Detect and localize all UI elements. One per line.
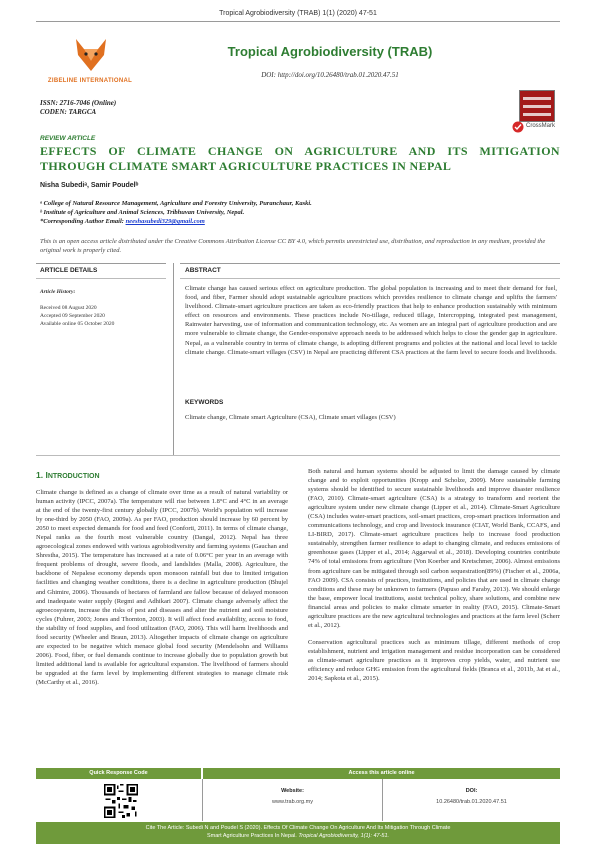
corresponding-email-link[interactable]: neeshasubedi329@gmail.com [125, 218, 205, 225]
intro-right-paragraph-1: Both natural and human systems should be adjusted to limit the damage caused by climate change and to exploit opportunities (Kropp and Scholze, 2009). More sustainable farming systems should be identified to secure sustainable livelihoods and improve disaster resilience (FAO, 2010). Climate-smart agriculture (CSA) is a strategy to transform and reorient the agriculture system under new climate change (Lipper et al., 2014). Climate-Smart Agriculture (CSA) includes water-smart practices, soil-smart practices, crop-smart practices information and communications technology, and crop and livestock insurance (CIAT, World Bank, CCAFS, and LI-BIRD, 2017). Climate-smart agriculture practices help to increase food production sustainably, strengthen farmer resilience to adapt to changing climate, and reduces emissions of greenhouse gases (Lipper et al., 2014; Aggarwal et al., 2018). Developing countries contribute 74% of total emissions from agriculture (Von Koerber and Kretschmer, 2006). Almost emissions from agriculture can be mitigated through soil carbon sequestration(89%) (Fischer et al., 2006a, FAO 2009). CSA consists of practices, institutions, and policies that are used in climate change conditions and these may be unknown to farmers (Papuso and Faraby, 2013). We should enlarge the base, empower local institutions, assist technical policy, share solutions, and combine new financial areas and policies to make climate smarter in reality (FAO, 2015). Climate-Smart agriculture practices are the new agricultural technologies and practices at the farm level (Scherr et al., 2012). [308, 468, 560, 629]
affiliation-b: ᵇ Institute of Agriculture and Animal Sciences, Tribhuvan University, Nepal. [40, 209, 245, 216]
website-link[interactable]: www.trab.org.my [272, 799, 313, 805]
running-head: Tropical Agrobiodiversity (TRAB) 1(1) (2020) 47-51 [219, 10, 377, 17]
citation-box [36, 822, 560, 844]
details-top-rule [36, 263, 166, 264]
intro-right-column [308, 467, 560, 691]
qr-code-icon[interactable] [104, 784, 138, 818]
author-list: Nisha Subediᵃ, Samir Poudelᵇ [40, 182, 139, 189]
coden: CODEN: TARGCA [40, 108, 97, 116]
article-title-line-2: THROUGH CLIMATE SMART AGRICULTURE PRACTICES IN NEPAL [40, 159, 452, 173]
journal-cover-icon[interactable] [519, 90, 555, 122]
article-details-heading: ARTICLE DETAILS [40, 267, 98, 274]
intro-number: 1. [36, 470, 46, 480]
keywords-heading: KEYWORDS [185, 399, 224, 406]
intro-left-column [36, 488, 288, 695]
intro-heading-rest: NTRODUCTION [47, 473, 100, 480]
footer-doi-label: DOI: [465, 788, 478, 794]
article-title-line-1: EFFECTS OF CLIMATE CHANGE ON AGRICULTURE AND ITS MITIGATION [40, 144, 560, 158]
footer-doi-value[interactable]: 10.26480/trab.01.2020.47.51 [436, 799, 507, 805]
intro-left-paragraph: Climate change is defined as a change of climate over time as a result of natural variability or human activity (IPCC, 2007a). The temperature will rise between 1.8°C and 4°C in an average at the end of the twenty-first century globally (IPCC, 2007b). World's population will increase by one-third by 2050 (FAO, 2009a). As per FAO, production should increase by 60 percent by 2050 to meet expected demands for food and feed (Conforti, 2011). In terms of climate change, Nepal ranks as the fourth most vulnerable country (Dangal, 2012). Nepal has three agroecological zones endowed with various agrobiodiversity and farming systems (Gauchan and Shrestha, 2015). The temperature has increased at a rate of 0.06°C per year in an average with frequent problems of drought, severe floods, and landslides (Malla, 2008). Agriculture, the backbone of Nepalese economy depends upon monsoon rainfall but due to limited irrigation facilities and changing weather conditions, there is a decline in agriculture production (Bhujel and Ghimire, 2006). Thousands of hectares of farmland are fallow because of delayed monsoon and inadequate water supply (Regmi and Adhikari 2007). Climate change adversely affect the agroecosystem, increase the risks of pest and diseases and alter the nutrient and soil moisture cycles (Fuhrer, 2003; Jones and Thornton, 2003). It will affect food availability, access to food, the stability of food supplies, and food utilization (FAO, 2006). This will harm livelihoods and food security (Wheeler and Braun, 2013). Altogether impacts of climate change on agriculture are expected to be negative which menace global food security (Mendelsohn and Williams 2006). Food, fiber, or fuel demands continue to increase globally due to population growth but limited additional land is available for agricultural expansion. The livelihood of farmers should be upgraded at the farm level by implementing different strategies to manage climate risk (McCarthy et al., 2016). [36, 489, 288, 686]
intro-heading-initial: I [45, 470, 48, 480]
crossmark-badge[interactable] [512, 121, 558, 133]
license-statement: This is an open access article distributed under the Creative Commons Attribution License CC BY 4.0, which permits unrestricted use, distribution, and reproduction in any medium, provided the original work is properly cited. [40, 238, 546, 254]
citation-line-2 [36, 832, 560, 840]
header-rule [36, 21, 560, 22]
column-divider [173, 263, 174, 455]
crossmark-label: CrossMark [526, 123, 556, 129]
access-online-header: Access this article online [203, 768, 560, 779]
article-type: REVIEW ARTICLE [40, 135, 96, 142]
citation-line-2-italic: Tropical Agrobiodiversity, 1(1): 47-51. [298, 833, 390, 839]
front-matter-bottom-rule [36, 455, 560, 456]
abstract-text: Climate change has caused serious effect on agriculture production. The global population is increasing and to meet their demand for fuel, food, and fiber, Farmer should adopt sustainable agriculture practices which provides resilience to climate change and uplifts the farmers' livelihood. Climate-smart agriculture practices are taken as eco-friendly practices that help to enhance production sustainably with minimum effect on resources and environments. These practices include No-tillage, reduced tillage, Intercropping, integrated pest management, Rainwater harvesting, use of information and communication technology, etc. As women are an integral part of agriculture production and are more vulnerable to climate change, the Gender-responsive approach needs to be addressed which helps to close the gender gap in agriculture. Nepal, as a vulnerable country in terms of climate change, is adopting different programs and policies at the national and local level to tackle climate change. Climate-smart villages (CSV) in Nepal are practicing different CSA practices at the farm level to secure foods and livelihoods. [185, 285, 557, 356]
publisher-logo-text: ZIBELINE INTERNATIONAL [47, 78, 133, 84]
affiliation-a: ᵃ College of Natural Resource Management, Agriculture and Forestry University, Puranchaur, Kaski. [40, 200, 312, 207]
article-title [40, 144, 560, 174]
citation-line-1: Cite The Article: Subedi N and Poudel S (2020). Effects Of Climate Change On Agriculture And Its Mitigation Through Climate [145, 825, 451, 831]
abstract-sub-rule [180, 278, 560, 279]
keywords-text: Climate change, Climate smart Agriculture (CSA), Climate smart villages (CSV) [185, 414, 396, 421]
quick-response-header: Quick Response Code [36, 768, 201, 779]
journal-title[interactable]: Tropical Agrobiodiversity (TRAB) [227, 44, 433, 59]
article-history-label: Article History: [40, 289, 76, 295]
intro-right-paragraph-2: Conservation agricultural practices such as minimum tillage, different methods of crop establishment, nutrient and irrigation management and residue incorporation can be considered as climate-smart agriculture practices as it improves crop yields, water, and nutrient use efficiency and reduce GHG emission from the agricultural fields (Branca et al., 2011b, Jat et al., 2014; Sapkota et al., 2015). [308, 638, 560, 683]
introduction-heading [36, 470, 100, 480]
online-date: Available online 05 October 2020 [40, 321, 115, 327]
details-sub-rule [36, 278, 166, 279]
article-doi[interactable]: DOI: http://doi.org/10.26480/trab.01.2020.47.51 [261, 71, 399, 79]
abstract-top-rule [180, 263, 560, 264]
accepted-date: Accepted 09 September 2020 [40, 313, 105, 319]
crossmark-icon [512, 121, 524, 133]
website-label: Website: [281, 788, 304, 794]
corresponding-label: *Corresponding Author Email: [40, 218, 126, 225]
issn: ISSN: 2716-7046 (Online) [40, 99, 117, 107]
corresponding-author [40, 218, 205, 225]
received-date: Received 08 August 2020 [40, 305, 97, 311]
fox-logo-icon [68, 35, 114, 75]
abstract-heading: ABSTRACT [185, 267, 221, 274]
citation-line-2-plain: Smart Agriculture Practices In Nepal. [206, 833, 299, 839]
